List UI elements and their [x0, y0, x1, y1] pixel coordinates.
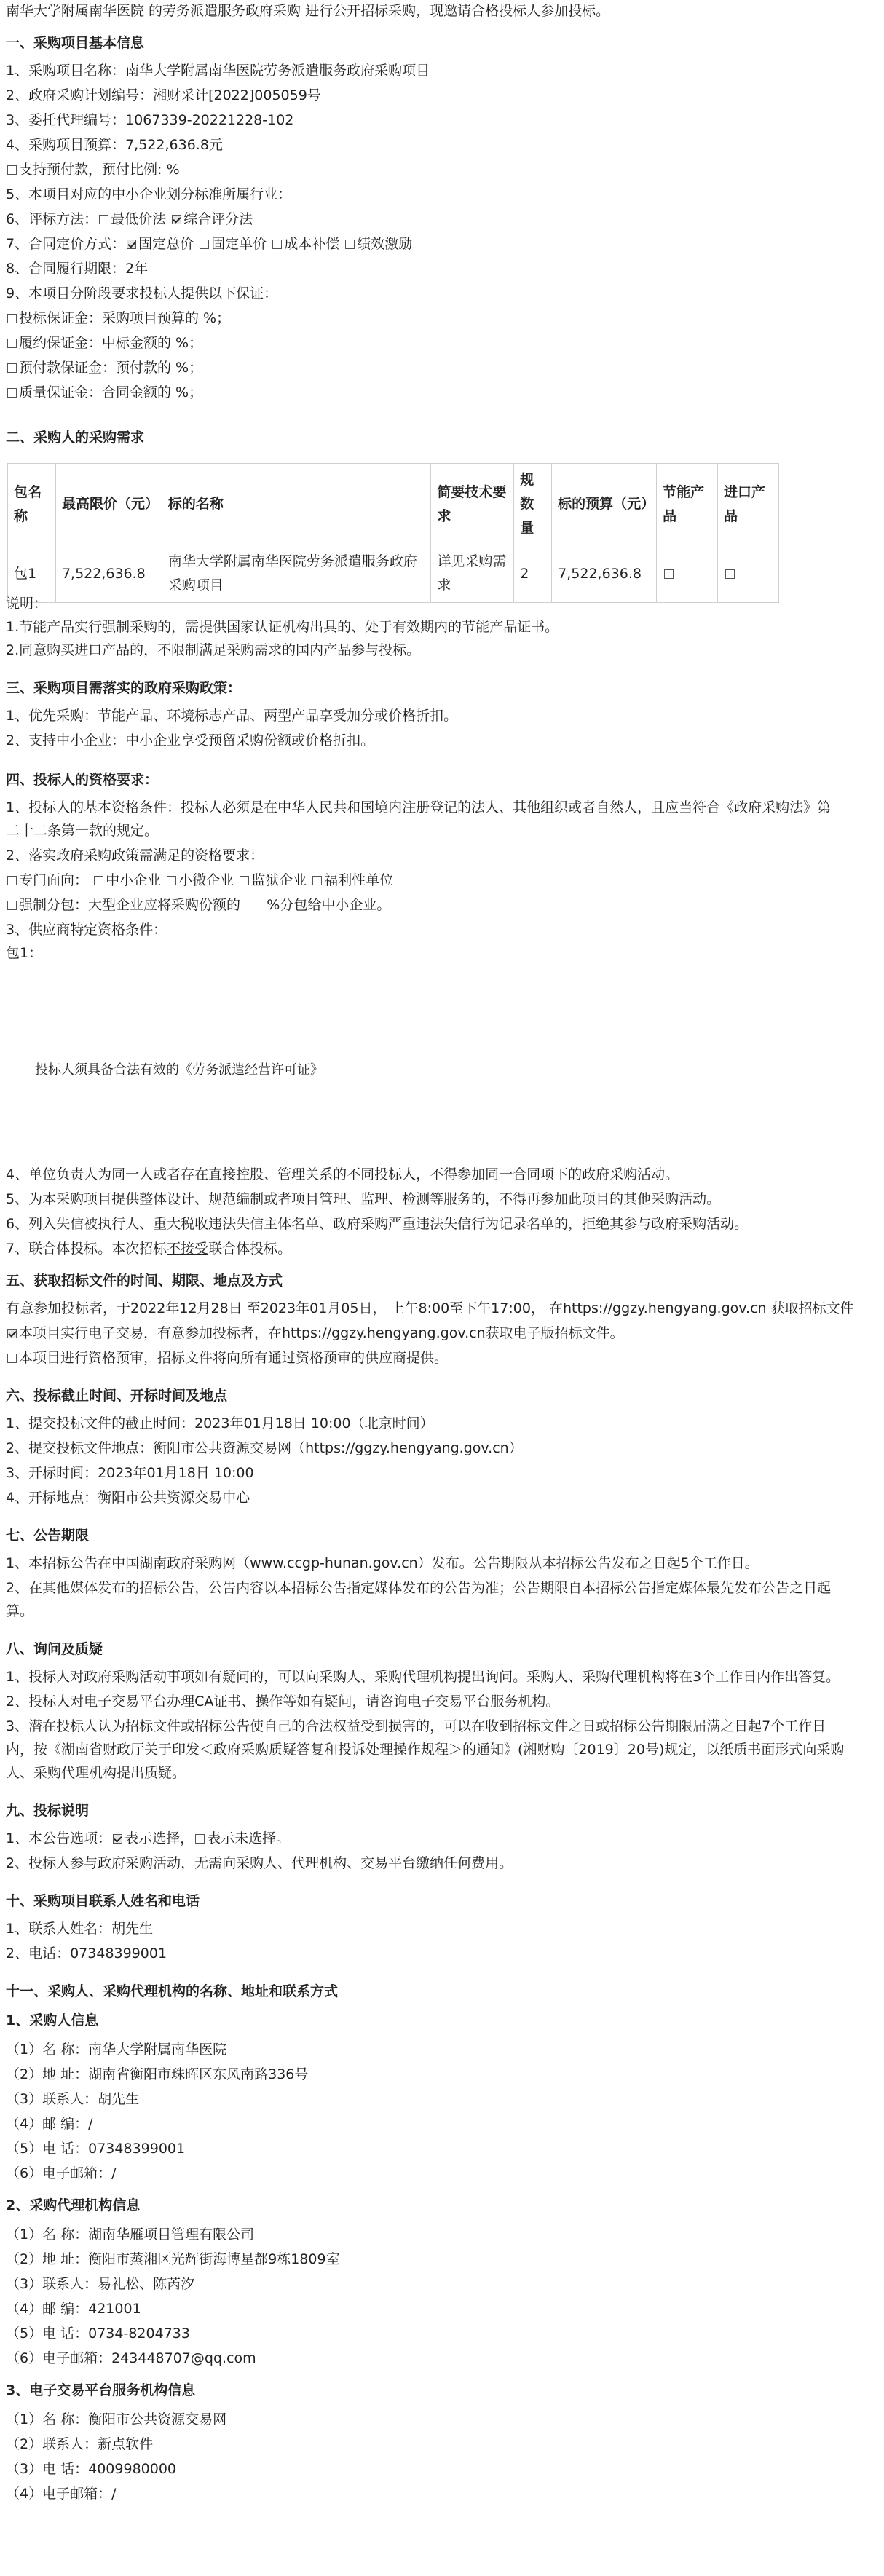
- checkbox-icon: [7, 876, 17, 885]
- prepay-unit: %: [166, 162, 180, 178]
- agent-contact: （3）联系人：易礼松、陈芮汐: [6, 2276, 195, 2292]
- notice-period-2a: 2、在其他媒体发布的招标公告，公告内容以本招标公告指定媒体发布的公告为准；公告期限自本招标公告指定媒体最先发布公告之日起: [6, 1580, 832, 1596]
- checkbox-icon: [7, 901, 17, 910]
- consortium-suffix: 联合体投标。: [208, 1241, 292, 1257]
- cell-budget: 7,522,636.8: [552, 545, 657, 603]
- pricing-option-incentive: 绩效激励: [357, 236, 413, 252]
- micro-option: 小微企业: [178, 872, 234, 888]
- section-2-title: 二、采购人的采购需求: [6, 430, 145, 446]
- header-imported: 进口产品: [718, 464, 779, 545]
- agent-name: （1）名 称：湖南华雁项目管理有限公司: [6, 2227, 255, 2243]
- electronic-trading-line: [6, 1324, 624, 1343]
- license-requirement: 投标人须具备合法有效的《劳务派遣经营许可证》: [35, 1062, 323, 1078]
- cell-tech-req: 详见采购需求: [431, 545, 514, 603]
- qual-7: [6, 1239, 291, 1259]
- platform-name: （1）名 称：衡阳市公共资源交易网: [6, 2411, 227, 2427]
- requirements-table: [7, 463, 779, 603]
- plan-number: 2、政府采购计划编号：湘财采计[2022]005059号: [6, 87, 321, 103]
- opening-location: 4、开标地点：衡阳市公共资源交易中心: [6, 1490, 250, 1506]
- option-unselected-text: 表示未选择。: [207, 1830, 291, 1846]
- platform-email: （4）电子邮箱：/: [6, 2486, 117, 2502]
- cell-item-name: 南华大学附属南华医院劳务派遣服务政府采购项目: [162, 545, 430, 603]
- buyer-postcode: （4）邮 编：/: [6, 2116, 93, 2132]
- subcontract-suffix: %分包给中小企业。: [267, 897, 391, 913]
- section-6-title: 六、投标截止时间、开标时间及地点: [6, 1388, 228, 1404]
- buyer-name: （1）名 称：南华大学附属南华医院: [6, 2042, 227, 2058]
- no-fee-note: 2、投标人参与政府采购活动，无需向采购人、代理机构、交易平台缴纳任何费用。: [6, 1855, 513, 1871]
- section-10-title: 十、采购项目联系人姓名和电话: [6, 1893, 200, 1909]
- prequalification-line: [6, 1348, 448, 1368]
- guarantee-quality: [6, 383, 202, 403]
- subcontract-line: [6, 896, 390, 915]
- pricing-option-cost: 成本补偿: [284, 236, 340, 252]
- contact-name: 1、联系人姓名：胡先生: [6, 1921, 154, 1937]
- prepay-label: 支持预付款，预付比例:: [19, 162, 162, 178]
- qual-6: 6、列入失信被执行人、重大税收违法失信主体名单、政府采购严重违法失信行为记录名单的，拒绝其参与政府采购活动。: [6, 1216, 749, 1232]
- cell-max-price: 7,522,636.8: [55, 545, 162, 603]
- checkbox-icon: [345, 240, 355, 249]
- note-2: 2.同意购买进口产品的，不限制满足采购需求的国内产品参与投标。: [6, 642, 421, 658]
- special-target-label: 专门面向：: [19, 872, 89, 888]
- buyer-info-title: 1、采购人信息: [6, 2012, 99, 2028]
- checkbox-icon: [7, 1354, 17, 1363]
- guarantee-intro: 9、本项目分阶段要求投标人提供以下保证：: [6, 285, 278, 301]
- option-legend-label: 1、本公告选项：: [6, 1830, 112, 1846]
- qual-2: 2、落实政府采购政策需满足的资格要求：: [6, 848, 264, 864]
- section-7-title: 七、公告期限: [6, 1528, 90, 1544]
- checkbox-icon: [167, 876, 176, 885]
- pricing-option-fixed-unit: 固定单价: [211, 236, 267, 252]
- header-energy-saving: 节能产品: [657, 464, 718, 545]
- checked-checkbox-icon: [113, 1834, 122, 1844]
- qual-5: 5、为本采购项目提供整体设计、规范编制或者项目管理、监理、检测等服务的，不得再参加此项目的其他采购活动。: [6, 1191, 721, 1207]
- prepay-checkbox-icon: [7, 165, 17, 175]
- buyer-email: （6）电子邮箱：/: [6, 2165, 117, 2181]
- cell-package: 包1: [8, 545, 56, 603]
- checkbox-icon: [7, 363, 17, 373]
- buyer-address: （2）地 址：湖南省衡阳市珠晖区东风南路336号: [6, 2066, 309, 2082]
- checkbox-icon: [7, 314, 17, 323]
- inquiry-3c: 人、采购代理机构提出质疑。: [6, 1765, 186, 1781]
- opening-time: 3、开标时间：2023年01月18日 10:00: [6, 1465, 254, 1481]
- section-11-title: 十一、采购人、采购代理机构的名称、地址和联系方式: [6, 1983, 339, 1999]
- inquiry-3b: 内，按《湖南省财政厅关于印发＜政府采购质疑答复和投诉处理操作规程＞的通知》(湘财购〔2019〕20号)规定，以纸质书面形式向采购: [6, 1742, 845, 1758]
- prequalification-label: 本项目进行资格预审，招标文件将向所有通过资格预审的供应商提供。: [19, 1350, 449, 1366]
- checkbox-icon: [272, 240, 282, 249]
- project-name: 1、采购项目名称：南华大学附属南华医院劳务派遣服务政府采购项目: [6, 63, 430, 79]
- consortium-label: 7、联合体投标。本次招标: [6, 1241, 167, 1257]
- inquiry-3a: 3、潜在投标人认为招标文件或招标公告使自己的合法权益受到损害的，可以在收到招标文件之日或招标公告期限届满之日起7个工作日: [6, 1718, 826, 1734]
- pricing-method-label: 7、合同定价方式：: [6, 236, 126, 252]
- checkbox-icon: [7, 388, 17, 398]
- platform-info-title: 3、电子交易平台服务机构信息: [6, 2382, 196, 2398]
- note-title: 说明：: [6, 596, 48, 612]
- option-selected-text: 表示选择，: [125, 1830, 194, 1846]
- section-1-title: 一、采购项目基本信息: [6, 35, 145, 51]
- guarantee-performance-label: 履约保证金：中标金额的 %；: [19, 335, 203, 351]
- section-8-title: 八、询问及质疑: [6, 1641, 103, 1657]
- section-4-title: 四、投标人的资格要求：: [6, 772, 159, 788]
- notice-period-1: 1、本招标公告在中国湖南政府采购网（www.ccgp-hunan.gov.cn）发布。公告期限从本招标公告发布之日起5个工作日。: [6, 1555, 759, 1571]
- deadline: 1、提交投标文件的截止时间：2023年01月18日 10:00（北京时间）: [6, 1415, 434, 1431]
- policy-1: 1、优先采购：节能产品、环境标志产品、两型产品享受加分或价格折扣。: [6, 708, 458, 724]
- buyer-phone: （5）电 话：07348399001: [6, 2141, 186, 2157]
- option-legend: [6, 1829, 290, 1849]
- checkbox-icon: [200, 240, 209, 249]
- checkbox-icon: [94, 876, 103, 885]
- checkbox-icon: [99, 215, 108, 224]
- checkbox-icon: [664, 569, 674, 579]
- checkbox-icon: [312, 876, 322, 885]
- agent-postcode: （4）邮 编：421001: [6, 2301, 141, 2317]
- notice-period-2b: 算。: [6, 1603, 34, 1619]
- pricing-option-fixed-total: 固定总价: [138, 236, 194, 252]
- agent-info-title: 2、采购代理机构信息: [6, 2197, 141, 2213]
- policy-2: 2、支持中小企业：中小企业享受预留采购份额或价格折扣。: [6, 732, 375, 748]
- checkbox-icon: [7, 339, 17, 348]
- eval-option-lowest-price: 最低价法: [111, 211, 167, 227]
- table-header-row: [8, 464, 779, 545]
- electronic-trading-label: 本项目实行电子交易，有意参加投标者，在https://ggzy.hengyang.gov.cn获取电子版招标文件。: [19, 1325, 624, 1341]
- guarantee-bid: [6, 309, 230, 328]
- checked-checkbox-icon: [172, 215, 181, 224]
- checkbox-icon: [195, 1834, 205, 1844]
- agent-email: （6）电子邮箱：243448707@qq.com: [6, 2350, 256, 2366]
- guarantee-prepayment-label: 预付款保证金：预付款的 %；: [19, 360, 203, 376]
- inquiry-2: 2、投标人对电子交易平台办理CA证书、操作等如有疑问，请咨询电子交易平台服务机构。: [6, 1694, 560, 1710]
- agent-phone: （5）电 话：0734-8204733: [6, 2326, 190, 2342]
- header-package: 包名称: [8, 464, 56, 545]
- qual-3: 3、供应商特定资格条件：: [6, 922, 167, 938]
- checked-checkbox-icon: [7, 1329, 17, 1338]
- contact-phone: 2、电话：07348399001: [6, 1945, 167, 1961]
- eval-method-label: 6、评标方法：: [6, 211, 98, 227]
- qual-4: 4、单位负责人为同一人或者存在直接控股、管理关系的不同投标人，不得参加同一合同项下的政府采购活动。: [6, 1166, 679, 1182]
- agent-address: （2）地 址：衡阳市蒸湘区光辉街海博星都9栋1809室: [6, 2251, 340, 2267]
- guarantee-bid-label: 投标保证金：采购项目预算的 %；: [19, 310, 231, 326]
- header-max-price: 最高限价（元）: [55, 464, 162, 545]
- guarantee-prepayment: [6, 358, 202, 378]
- section-5-title: 五、获取招标文件的时间、期限、地点及方式: [6, 1273, 283, 1289]
- contract-period: 8、合同履行期限：2年: [6, 261, 149, 277]
- header-quantity: 规数量: [514, 464, 552, 545]
- cell-imported: [718, 545, 779, 603]
- industry-line: 5、本项目对应的中小企业划分标准所属行业：: [6, 186, 292, 202]
- eval-method-line: [6, 210, 253, 229]
- welfare-option: 福利性单位: [324, 872, 394, 888]
- subcontract-label: 强制分包：大型企业应将采购份额的: [19, 897, 241, 913]
- section-3-title: 三、采购项目需落实的政府采购政策：: [6, 680, 242, 696]
- platform-contact: （2）联系人：新点软件: [6, 2436, 154, 2452]
- prison-option: 监狱企业: [251, 872, 307, 888]
- qual-1b: 二十二条第一款的规定。: [6, 823, 159, 839]
- platform-phone: （3）电 话：4009980000: [6, 2461, 177, 2477]
- sme-option: 中小企业: [106, 872, 162, 888]
- cell-energy-saving: [657, 545, 718, 603]
- header-tech-req: 简要技术要求: [431, 464, 514, 545]
- note-1: 1.节能产品实行强制采购的，需提供国家认证机构出具的、处于有效期内的节能产品证书。: [6, 619, 559, 635]
- special-target-line: [6, 871, 393, 890]
- obtain-docs-line: 有意参加投标者，于2022年12月28日 至2023年01月05日， 上午8:00至下午17:00， 在https://ggzy.hengyang.gov.cn 获取招标文件: [6, 1300, 854, 1316]
- table-row: [8, 545, 779, 603]
- guarantee-performance: [6, 333, 202, 353]
- prepay-line: [6, 160, 180, 180]
- eval-option-composite: 综合评分法: [183, 211, 253, 227]
- checked-checkbox-icon: [127, 240, 136, 249]
- pricing-method-line: [6, 234, 412, 254]
- checkbox-icon: [240, 876, 249, 885]
- guarantee-quality-label: 质量保证金：合同金额的 %；: [19, 384, 203, 400]
- intro-text: 南华大学附属南华医院 的劳务派遣服务政府采购 进行公开招标采购，现邀请合格投标人参加投标。: [6, 3, 610, 19]
- project-budget: 4、采购项目预算：7,522,636.8元: [6, 137, 223, 153]
- section-9-title: 九、投标说明: [6, 1803, 90, 1819]
- header-item-name: 标的名称: [162, 464, 430, 545]
- package-label: 包1：: [6, 945, 43, 961]
- cell-quantity: 2: [514, 545, 552, 603]
- buyer-contact: （3）联系人：胡先生: [6, 2091, 140, 2107]
- header-budget: 标的预算（元）: [552, 464, 657, 545]
- consortium-value: 不接受: [167, 1241, 209, 1257]
- checkbox-icon: [725, 569, 735, 579]
- qual-1a: 1、投标人的基本资格条件：投标人必须是在中华人民共和国境内注册登记的法人、其他组织或者自然人，且应当符合《政府采购法》第: [6, 799, 832, 815]
- submit-location: 2、提交投标文件地点：衡阳市公共资源交易网（https://ggzy.hengyang.gov.cn）: [6, 1440, 523, 1456]
- inquiry-1: 1、投标人对政府采购活动事项如有疑问的，可以向采购人、采购代理机构提出询问。采购人、采购代理机构将在3个工作日内作出答复。: [6, 1669, 840, 1685]
- entrust-number: 3、委托代理编号：1067339-20221228-102: [6, 112, 294, 128]
